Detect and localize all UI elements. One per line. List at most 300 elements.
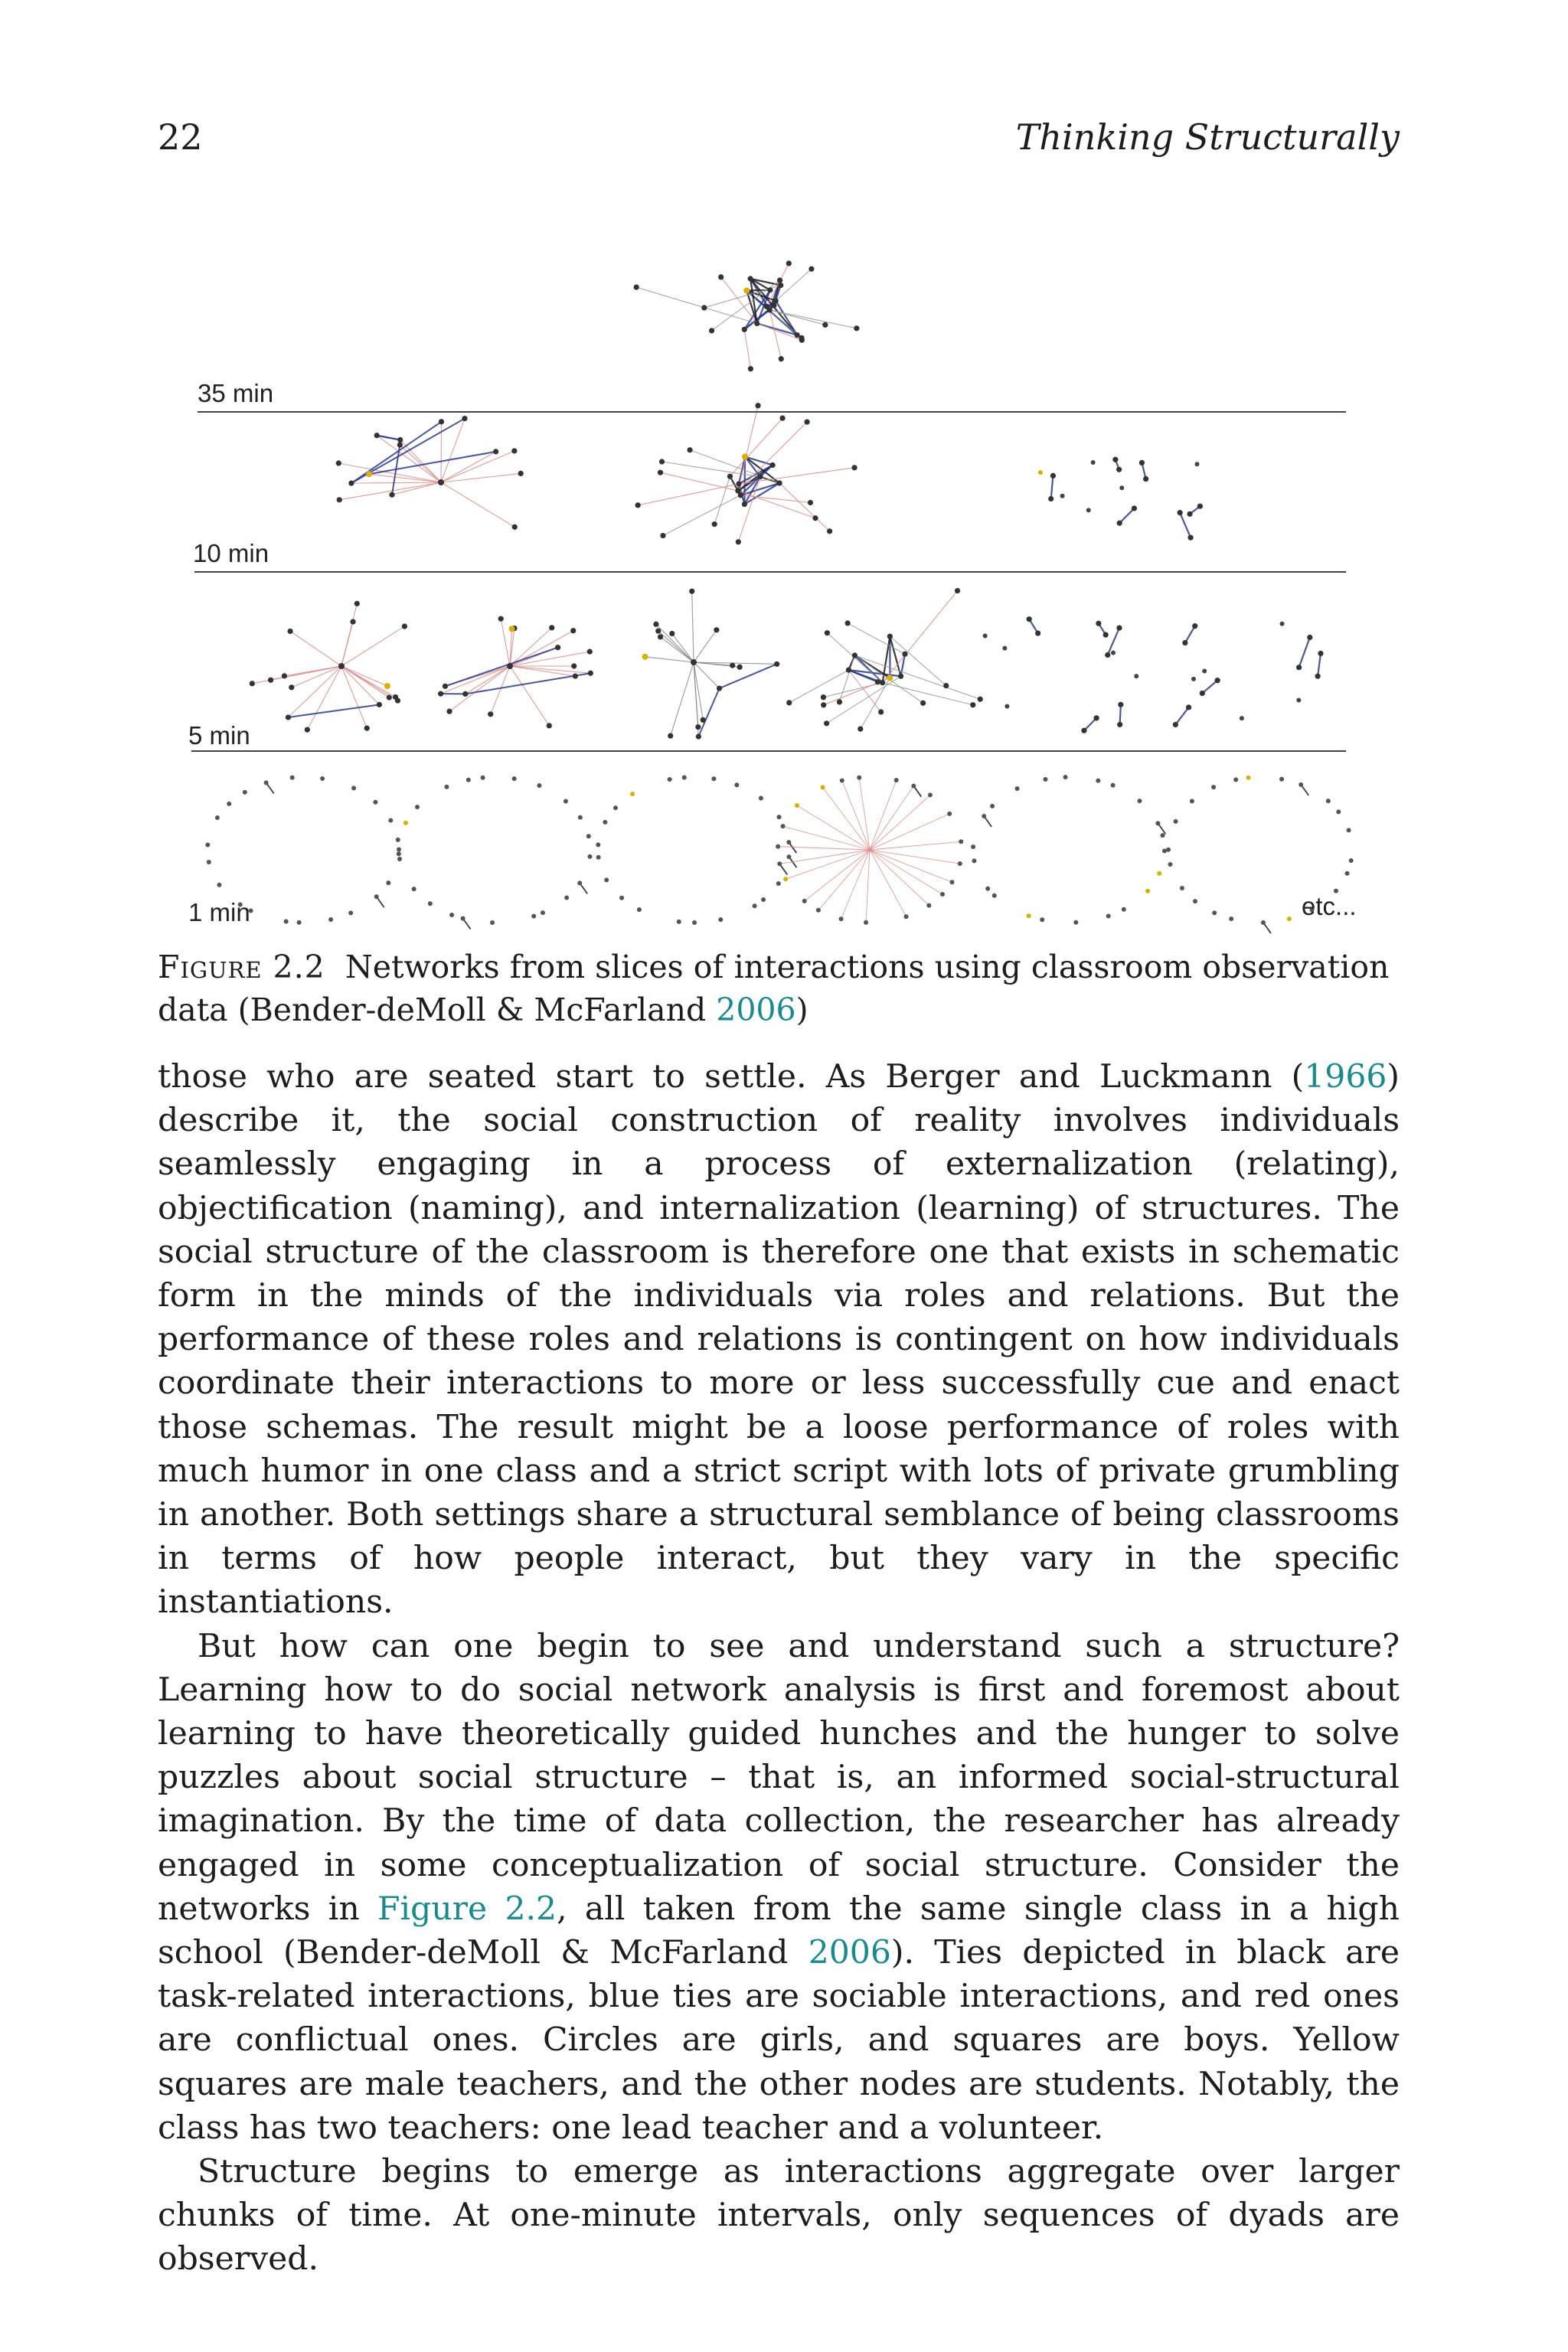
network-node xyxy=(512,524,518,530)
network-node xyxy=(547,723,552,728)
network-node xyxy=(1134,674,1138,678)
network-tie xyxy=(351,482,441,483)
network-node xyxy=(603,820,607,825)
network-node xyxy=(712,521,717,527)
network-node xyxy=(795,803,799,808)
network-node xyxy=(1116,467,1122,472)
network-node xyxy=(689,589,694,594)
network-tie xyxy=(854,655,980,699)
network-node xyxy=(428,901,433,906)
network-node xyxy=(736,481,741,486)
network-node xyxy=(297,920,302,925)
network-node xyxy=(466,778,471,782)
network-node xyxy=(1027,616,1032,622)
network-tie xyxy=(692,591,694,662)
network-node xyxy=(509,626,515,632)
network-tie xyxy=(805,850,870,901)
network-node xyxy=(1105,652,1110,658)
network-tie xyxy=(656,624,694,662)
network-node xyxy=(1106,914,1111,919)
network-node xyxy=(634,284,639,289)
network-node xyxy=(840,778,844,782)
network-node xyxy=(718,274,724,279)
network-tie xyxy=(1185,626,1195,643)
etc-label: etc... xyxy=(1302,892,1357,920)
network-node xyxy=(642,654,648,660)
network-node xyxy=(737,665,743,670)
network-node xyxy=(734,782,739,787)
network-node xyxy=(1081,728,1086,733)
network-node xyxy=(1117,521,1122,526)
network-node xyxy=(1318,651,1323,656)
network-node xyxy=(875,679,880,684)
network-node xyxy=(658,470,663,475)
network-tie xyxy=(392,482,441,495)
network-node xyxy=(753,903,757,908)
network-node xyxy=(764,304,769,309)
network-node xyxy=(816,908,821,913)
network-node xyxy=(659,459,665,464)
network-node xyxy=(1215,678,1220,683)
network-tie xyxy=(797,805,870,850)
network-node xyxy=(837,699,842,704)
network-node xyxy=(531,914,536,919)
network-tie xyxy=(252,666,341,684)
network-node xyxy=(587,649,593,655)
network-node xyxy=(821,785,825,789)
network-node xyxy=(571,663,577,668)
network-node xyxy=(695,724,701,730)
network-node xyxy=(846,668,851,673)
network-tie xyxy=(738,491,815,518)
body-text xyxy=(158,1055,1400,2282)
network-node xyxy=(805,420,810,425)
network-tie xyxy=(645,657,694,662)
network-tie xyxy=(870,850,906,916)
network-tie xyxy=(883,591,958,683)
network-tie xyxy=(859,778,870,850)
running-head-title: Thinking Structurally xyxy=(1015,116,1400,158)
network-node xyxy=(1112,457,1118,462)
network-node xyxy=(1212,910,1217,915)
network-node xyxy=(1279,622,1284,626)
network-node xyxy=(217,883,221,887)
network-node xyxy=(573,673,578,678)
network-node xyxy=(777,278,782,283)
network-node xyxy=(250,681,255,686)
network-node xyxy=(596,855,601,860)
network-tie xyxy=(510,652,590,666)
network-node xyxy=(1073,920,1078,925)
network-node xyxy=(507,663,513,669)
network-node xyxy=(444,785,449,789)
network-node xyxy=(943,683,949,688)
network-node xyxy=(541,910,545,915)
network-tie xyxy=(1202,681,1217,694)
network-node xyxy=(928,792,933,797)
network-node xyxy=(1118,702,1123,707)
slice-label-35min: 35 min xyxy=(198,379,274,407)
network-node xyxy=(1193,899,1197,903)
network-node xyxy=(1296,665,1302,670)
network-node xyxy=(940,892,945,897)
network-node xyxy=(822,322,828,328)
network-node xyxy=(1182,640,1187,645)
page-number: 22 xyxy=(158,116,203,158)
network-node xyxy=(619,896,624,900)
network-tie xyxy=(658,631,694,662)
network-tie xyxy=(400,445,441,482)
network-node xyxy=(692,920,697,925)
network-node xyxy=(537,783,541,788)
network-node xyxy=(742,501,747,507)
network-tie xyxy=(1051,475,1054,498)
network-tie xyxy=(694,630,717,662)
network-tie xyxy=(510,628,552,666)
network-node xyxy=(1191,677,1196,681)
figure-reference-link[interactable]: Figure 2.2 xyxy=(377,1890,557,1928)
network-tie xyxy=(769,310,857,328)
network-node xyxy=(488,711,493,717)
network-node xyxy=(894,778,899,782)
network-node xyxy=(350,619,355,624)
network-node xyxy=(1027,913,1031,918)
network-node xyxy=(970,702,975,707)
network-node xyxy=(714,627,719,632)
slice-label-10min: 10 min xyxy=(193,539,270,567)
network-node xyxy=(777,861,782,866)
network-node xyxy=(354,601,360,606)
network-tie xyxy=(883,683,973,705)
network-node xyxy=(397,857,402,861)
network-node xyxy=(920,701,926,706)
network-node xyxy=(588,671,593,676)
network-node xyxy=(1086,508,1091,512)
network-node xyxy=(655,629,661,634)
network-node xyxy=(1174,819,1178,824)
network-tie xyxy=(870,850,929,906)
network-node xyxy=(289,684,294,690)
network-node xyxy=(777,815,782,819)
network-node xyxy=(777,480,782,485)
network-tie xyxy=(307,666,341,730)
network-node xyxy=(1116,626,1122,631)
network-node xyxy=(786,700,792,705)
network-node xyxy=(781,824,786,828)
citation-2006[interactable]: 2006 xyxy=(808,1934,891,1972)
network-node xyxy=(827,528,832,534)
network-node xyxy=(1326,799,1331,803)
network-node xyxy=(282,673,287,678)
network-tie xyxy=(441,473,521,482)
network-node xyxy=(1161,833,1165,838)
network-node xyxy=(215,815,220,820)
network-node xyxy=(1111,651,1116,655)
network-tie xyxy=(744,329,750,368)
network-node xyxy=(898,674,903,679)
network-node xyxy=(373,800,377,805)
network-node xyxy=(364,726,370,731)
network-node xyxy=(978,697,983,702)
network-node xyxy=(1063,775,1068,779)
network-node xyxy=(518,471,524,476)
caption-citation-year[interactable]: 2006 xyxy=(716,991,796,1028)
network-tie xyxy=(339,482,441,500)
network-node xyxy=(854,325,859,331)
caption-close: ) xyxy=(795,991,808,1028)
network-node xyxy=(328,917,333,922)
network-node xyxy=(635,502,641,508)
network-node xyxy=(481,776,485,780)
network-tie xyxy=(1299,638,1310,668)
network-node xyxy=(1096,779,1100,783)
network-node xyxy=(387,694,392,700)
network-node xyxy=(1040,917,1044,922)
slice-label-5min: 5 min xyxy=(188,721,250,750)
network-node xyxy=(1137,799,1142,803)
network-node xyxy=(348,910,353,915)
network-graphs xyxy=(205,260,1353,933)
network-tie xyxy=(779,850,870,864)
network-tie xyxy=(445,648,557,687)
network-node xyxy=(738,492,743,498)
network-tie xyxy=(870,850,942,894)
network-node xyxy=(1246,776,1251,780)
network-node xyxy=(677,920,681,924)
network-node xyxy=(1211,785,1216,789)
network-tie xyxy=(870,795,930,850)
network-node xyxy=(926,903,931,908)
network-node xyxy=(1202,668,1207,673)
network-node xyxy=(911,784,916,789)
network-node xyxy=(878,709,884,714)
network-tie xyxy=(663,495,740,536)
network-node xyxy=(1197,504,1203,509)
network-node xyxy=(786,840,791,844)
network-node xyxy=(490,920,495,925)
network-node xyxy=(1200,691,1205,696)
network-node xyxy=(701,717,706,723)
network-node xyxy=(1111,783,1116,788)
network-node xyxy=(397,848,401,852)
network-node xyxy=(696,733,701,739)
network-tie xyxy=(842,780,870,850)
network-tie xyxy=(870,841,961,850)
network-node xyxy=(596,842,600,847)
network-node xyxy=(1093,715,1099,720)
paragraph-3: Structure begins to emerge as interactions aggregate over larger chunks of time. At one-minute intervals, only sequences of dyads are observed. xyxy=(158,2153,1400,2278)
network-node xyxy=(1091,460,1096,465)
network-tie xyxy=(714,476,730,524)
network-node xyxy=(1043,777,1047,782)
network-node xyxy=(586,834,591,838)
network-node xyxy=(1157,871,1161,876)
network-node xyxy=(778,283,783,288)
network-node xyxy=(1307,635,1312,640)
network-tie xyxy=(341,626,404,666)
network-node xyxy=(564,895,569,900)
network-node xyxy=(742,327,747,332)
network-node xyxy=(1015,786,1020,791)
network-node xyxy=(955,588,960,593)
network-node xyxy=(1132,505,1137,511)
network-node xyxy=(669,631,675,636)
network-node xyxy=(577,880,582,885)
network-node xyxy=(774,662,779,667)
network-node xyxy=(443,684,448,689)
network-node xyxy=(1187,535,1193,541)
paragraph-1 xyxy=(158,1055,1400,1625)
slice-label-1min: 1 min xyxy=(188,898,250,926)
network-node xyxy=(947,812,952,816)
network-node xyxy=(384,683,390,689)
network-node xyxy=(845,620,851,626)
network-node xyxy=(1166,848,1171,852)
network-node xyxy=(439,419,444,424)
network-node xyxy=(742,454,748,460)
network-tie xyxy=(769,310,781,359)
network-node xyxy=(337,497,342,502)
network-node xyxy=(887,675,893,681)
network-node xyxy=(1155,821,1160,825)
network-node xyxy=(290,776,295,780)
p1-text-b: ) describe it, the social construction of reality involves individuals seamlessly engaging in a process of externalization (relating), objectification (naming), and internalization (learning) of structures. The social structure of the classroom is therefore one that exists in schematic form in the minds of the individuals via roles and relations. But the performance of these roles and relations is contingent on how individuals coordinate their interactions to more or less successfully cue and enact those schemas. The result might be a loose performance of roles with much humor in one class and a strict script with lots of private grumbling in another. Both settings share a structural semblance of being classrooms in terms of how people interact, but they vary in the specific instantiations. xyxy=(158,1058,1400,1622)
network-node xyxy=(1168,862,1172,867)
p1-text-a: those who are seated start to settle. As Berger and Luckmann ( xyxy=(158,1058,1305,1096)
network-node xyxy=(287,629,292,634)
network-node xyxy=(668,777,672,782)
network-node xyxy=(1186,704,1191,710)
network-node xyxy=(687,447,692,452)
network-tie xyxy=(823,787,870,850)
paragraph-2 xyxy=(158,1625,1400,2150)
network-tie xyxy=(690,450,779,483)
network-node xyxy=(389,492,394,498)
network-node xyxy=(959,839,963,844)
network-node xyxy=(462,691,468,697)
network-node xyxy=(852,652,858,658)
network-node xyxy=(653,622,658,627)
network-node xyxy=(1298,782,1303,787)
network-tie xyxy=(441,666,510,694)
network-node xyxy=(825,630,830,635)
network-node xyxy=(776,844,780,849)
network-node xyxy=(821,702,826,707)
network-node xyxy=(1060,494,1065,498)
network-node xyxy=(1122,907,1126,912)
network-node xyxy=(1194,462,1199,466)
network-tie xyxy=(779,483,829,531)
citation-1966[interactable]: 1966 xyxy=(1304,1058,1387,1096)
p2-text-a: But how can one begin to see and understand such a structure? Learning how to do social network analysis is first and foremost about learning to have theoretically guided hunches and the hunger to solve puzzles about social structure – that is, an informed social-structural imagination. By the time of data collection, the researcher has already engaged in some conceptualization of social structure. Consider the networks in xyxy=(158,1627,1400,1928)
network-node xyxy=(374,433,380,438)
network-node xyxy=(1345,871,1350,876)
network-tie xyxy=(694,662,698,727)
network-node xyxy=(397,437,403,443)
network-node xyxy=(1229,916,1233,921)
network-node xyxy=(415,805,420,809)
network-tie xyxy=(636,287,757,323)
network-node xyxy=(1173,722,1178,727)
network-node xyxy=(776,881,781,886)
network-node xyxy=(736,539,741,544)
network-node xyxy=(747,276,753,281)
network-node xyxy=(1178,510,1183,515)
network-tie xyxy=(292,666,341,688)
network-node xyxy=(990,804,995,808)
network-node xyxy=(1336,809,1341,814)
network-tie xyxy=(501,619,510,666)
network-node xyxy=(717,685,722,691)
network-node xyxy=(578,815,583,820)
network-node xyxy=(691,659,697,665)
network-node xyxy=(446,709,452,714)
network-node xyxy=(1139,460,1145,466)
caption-text: Networks from slices of interactions using classroom observation data (Bender-deMoll & McFarland xyxy=(158,949,1390,1028)
network-node xyxy=(512,776,517,781)
network-node xyxy=(338,663,345,669)
network-node xyxy=(1004,704,1009,708)
network-node xyxy=(709,328,714,333)
network-node xyxy=(748,366,753,371)
network-tie xyxy=(671,662,694,736)
network-tie xyxy=(441,419,465,482)
network-node xyxy=(779,416,785,421)
network-tie xyxy=(290,631,341,666)
network-node xyxy=(1145,889,1150,893)
network-tie xyxy=(827,676,901,724)
network-node xyxy=(799,335,804,341)
figure-caption xyxy=(158,946,1400,1031)
network-node xyxy=(264,780,269,785)
network-node xyxy=(511,448,517,453)
network-node xyxy=(783,877,788,881)
network-node xyxy=(438,479,444,485)
network-node xyxy=(336,460,341,466)
network-tie xyxy=(870,850,952,882)
network-node xyxy=(493,449,498,454)
network-tie xyxy=(778,847,870,850)
network-node xyxy=(555,645,560,650)
network-node xyxy=(904,914,909,919)
network-node xyxy=(397,851,401,856)
network-tie xyxy=(866,850,870,923)
network-tie xyxy=(660,472,737,491)
network-tie xyxy=(870,850,960,864)
network-node xyxy=(786,854,791,859)
network-node xyxy=(348,481,354,486)
network-node xyxy=(1096,621,1101,626)
network-node xyxy=(858,726,863,731)
network-node xyxy=(701,305,707,310)
network-node xyxy=(351,786,356,790)
network-node xyxy=(403,821,408,825)
network-node xyxy=(759,795,763,800)
network-node xyxy=(1050,473,1056,479)
network-tie xyxy=(1120,704,1121,724)
network-node xyxy=(637,907,642,912)
network-node xyxy=(857,776,861,780)
network-node xyxy=(227,802,231,806)
p2-text-b: , all taken from the same single class in a high school (Bender-deMoll & McFarland xyxy=(158,1890,1400,1972)
network-node xyxy=(658,634,663,639)
network-node xyxy=(438,691,443,697)
network-node xyxy=(808,500,813,505)
network-node xyxy=(604,877,609,882)
network-node xyxy=(396,838,400,842)
network-node xyxy=(982,814,986,818)
network-node xyxy=(1048,496,1054,501)
